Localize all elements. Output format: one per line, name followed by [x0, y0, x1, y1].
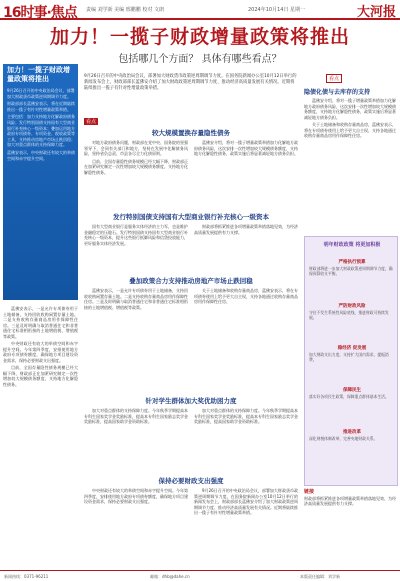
- article-paragraph: 蓝佛安表示，一是允许专项债券用于土地储备，支持回收收购闲置存量土地。二是支持收购存量商品房用作保障性住房。三是及时明确与取消普通住宅和非普通住宅标准相衔接的土地增值税、增值税等政策。: [3, 306, 78, 339]
- article-paragraph: 蓝佛安介绍，将对一揽子增量政策举措加力化解地方政府债务风险，这次安排一次性增加较大规模债务额度，支持地方化解隐性债务，政策实施后将显著减轻地方债务负担。: [304, 98, 396, 120]
- highlight-item: [309, 303, 395, 320]
- article-column: [84, 140, 188, 177]
- section-title: 针对学生群体加大奖优助困力度: [145, 397, 237, 405]
- highlight-item-desc: 落实好各项民生政策，保障重点群体基本生活。: [309, 394, 389, 399]
- highlight-item-title: 稳经济 促发展: [337, 346, 367, 351]
- highlight-box-heading: 明年财政政策 将更加积极: [323, 242, 381, 248]
- highlight-item-title: 推进改革: [343, 430, 361, 435]
- link-note: [304, 490, 398, 507]
- highlight-item: [309, 387, 395, 399]
- right-column-title: 隐债化债与去库存的支持: [304, 89, 371, 96]
- sidebar-text: [7, 88, 75, 163]
- right-column: [304, 64, 398, 141]
- sidebar-panel: [3, 64, 78, 300]
- sidebar-title: 加力！一揽子财政增量政策将推出: [7, 66, 70, 83]
- article-column: [84, 288, 188, 312]
- article-paragraph: 目前，全国存量隐性债务规模已经大幅下降，财政部正在加紧研究制定一次性增加较大规模债务额度，支持地方化解隐性债务。: [3, 365, 78, 387]
- highlight-item-title: 严防财政风险: [338, 304, 366, 309]
- highlight-item-title: 严格执行预算: [338, 260, 366, 265]
- section-tag: 看点: [86, 119, 97, 125]
- issue-date: 2024年10月14日 星期一: [248, 7, 306, 13]
- highlight-item-title: 保障民生: [343, 388, 361, 393]
- link-note-title: 链接: [304, 489, 315, 495]
- highlight-item: [309, 259, 395, 276]
- lead-paragraph: 9月26日召开的中央政治局会议，部署加大财政货币政策逆周期调节力度。在国务院新闻办公室10月12日举行的新闻发布会上，财政部部长蓝佛安介绍了加大财政政策逆周期调节力度、推动经济高质量发展有关情况。近期将陆续推出一揽子有针对性增量政策举措。: [84, 74, 297, 91]
- article-paragraph: 对地方政府债务问题，财政部在党中央、国务院的坚强领导下，会同有关部门和地方，坚持在发展中化解债务风险，坚持省负总责、市县各尽全力化债原则。: [84, 140, 188, 156]
- article-paragraph: 蓝佛安介绍，将对一揽子增量政策举措加力化解地方政府债务风险，这次安排一次性增加较大规模债务额度，支持地方化解隐性债务，政策实施后将显著减轻地方债务负担。: [194, 140, 298, 156]
- sidebar-paragraph: 财政部部长蓝佛安表示，将在近期陆续推出一揽子有针对性增量政策举措。: [7, 101, 75, 112]
- sidebar-paragraph: 9月26日召开的中央政治局会议，部署加大财政货币政策逆周期调节力度。: [7, 88, 75, 99]
- footer-editor: 本版责任编辑：刘学新: [300, 574, 340, 579]
- editor-credits: 责编 刘学新 美编 邢鹏鹏 校对 文朗: [86, 7, 164, 13]
- article-paragraph: 9月26日召开的中央政治局会议，部署加大财政货币政策逆周期调节力度。在国务院新闻办公室10月12日举行的新闻发布会上，财政部部长蓝佛安介绍了加大财政政策逆周期调节力度、推动经济高质量发展有关情况。近期将陆续推出一揽子有针对性增量政策举措。: [194, 488, 298, 515]
- section-tag: 看点: [326, 74, 342, 83]
- article-paragraph: 国有大型商业银行是服务实体经济的主力军，也是维护金融稳定的压舱石。发行特别国债支持国有大型商业银行补充核心一级资本，提升这些银行抵御风险和信贷投放能力，更好服务实体经济发展。: [84, 224, 188, 246]
- article-column: [194, 224, 298, 237]
- right-column-text: [304, 98, 398, 139]
- article-column: [84, 408, 188, 427]
- page-label: 16时事·焦点: [3, 5, 77, 21]
- section-title: 保持必要财政支出强度: [158, 477, 224, 485]
- highlight-item-desc: 财政部将进一步加大财政政策逆周期调节力度，确保预算收支平衡。: [309, 266, 393, 276]
- article-paragraph: 蓝佛安表示，一是允许专项债券用于土地储备，支持回收收购闲置存量土地。二是支持收购存量商品房用作保障性住房。三是及时明确与取消普通住宅和非普通住宅标准相衔接的土地增值税、增值税等政策。: [84, 288, 188, 310]
- highlight-item: [309, 429, 395, 441]
- highlight-item: [309, 345, 395, 362]
- section-title: 叠加政策合力支持推动房地产市场止跌回稳: [129, 277, 253, 285]
- link-note-text: 财政部将抓紧推进各项增量政策举措落地见效，为经济高质量发展提供有力支撑。: [304, 495, 396, 506]
- article-column: [194, 488, 298, 518]
- footer-email: 邮箱：dhb@dahe.cn: [150, 574, 190, 579]
- highlight-item-desc: 守住不发生系统性风险底线，推进财政可持续发展。: [309, 310, 389, 320]
- article-column: [3, 306, 78, 389]
- sub-headline: 包括哪几个方面？ 具体有哪些看点？: [118, 54, 282, 65]
- article-paragraph: 中央财政还有较大的举债空间和赤字提升空间。今年第四季度，安排使用地方政府专项债券额度，确保地方项目建设资金需求，保持必要财政支出强度。: [3, 341, 78, 363]
- section-title: 较大规模置换存量隐性债务: [152, 129, 230, 137]
- article-paragraph: 关于土地储备和收购存量商品房，蓝佛安表示，将在专项债券使用上给予更大自主权，支持各地通过收购存量商品房用作保障性住房。: [194, 288, 298, 304]
- article-paragraph: 中央财政还有较大的举债空间和赤字提升空间。今年第四季度，安排使用地方政府专项债券额度，确保地方项目建设资金需求，保持必要财政支出强度。: [84, 488, 188, 504]
- footer-hotline: 新闻热线：0371-96211: [4, 574, 49, 579]
- sidebar-paragraph: 蓝佛安表示，中央财政还有较大的举债空间和赤字提升空间。: [7, 149, 75, 161]
- highlight-box: [304, 236, 398, 486]
- article-paragraph: 加大对重点群体的支持保障力度。今年秋季学期提高本专科生国家奖学金奖励标准，提高本专科生国家励志奖学金奖励标准，提高国家助学金资助标准。: [194, 408, 298, 424]
- main-headline: 加力！一揽子财政增量政策将推出: [49, 26, 350, 48]
- sidebar-paragraph: 主要包括：加力支持地方化解政府债务风险；发行特别国债支持国有大型商业银行补充核心一级资本；叠加运用地方政府专项债券、专项资金、税收政策等工具，支持推动房地产市场止跌回稳；加大对重点群体的支持保障力度。: [7, 114, 75, 148]
- page-header: [0, 0, 400, 20]
- article-column: [194, 288, 298, 307]
- highlight-item-desc: 加大财政支出力度，支持扩大国内需求，提振消费。: [309, 352, 389, 362]
- highlight-item-desc: 深化财税体制改革，完善央地财政关系。: [309, 436, 378, 441]
- newspaper-logo: 大河报: [356, 5, 396, 20]
- article-column: [194, 140, 298, 159]
- article-column: [84, 488, 188, 507]
- article-column: [194, 408, 298, 427]
- page-footer: [0, 570, 400, 581]
- article-paragraph: 加大对重点群体的支持保障力度。今年秋季学期提高本专科生国家奖学金奖励标准，提高本专科生国家励志奖学金奖励标准，提高国家助学金资助标准。: [84, 408, 188, 424]
- section-title: 发行特别国债支持国有大型商业银行补充核心一级资本: [113, 213, 269, 221]
- article-column: [84, 224, 188, 248]
- article-paragraph: 目前，全国存量隐性债务规模已经大幅下降，财政部正在加紧研究制定一次性增加较大规模债务额度，支持地方化解隐性债务。: [84, 158, 188, 175]
- article-paragraph: 财政部将抓紧推进各项增量政策举措落地见效，为经济高质量发展提供有力支撑。: [194, 224, 298, 235]
- article-paragraph: 关于土地储备和收购存量商品房，蓝佛安表示，将在专项债券使用上给予更大自主权，支持各地通过收购存量商品房用作保障性住房。: [304, 122, 396, 138]
